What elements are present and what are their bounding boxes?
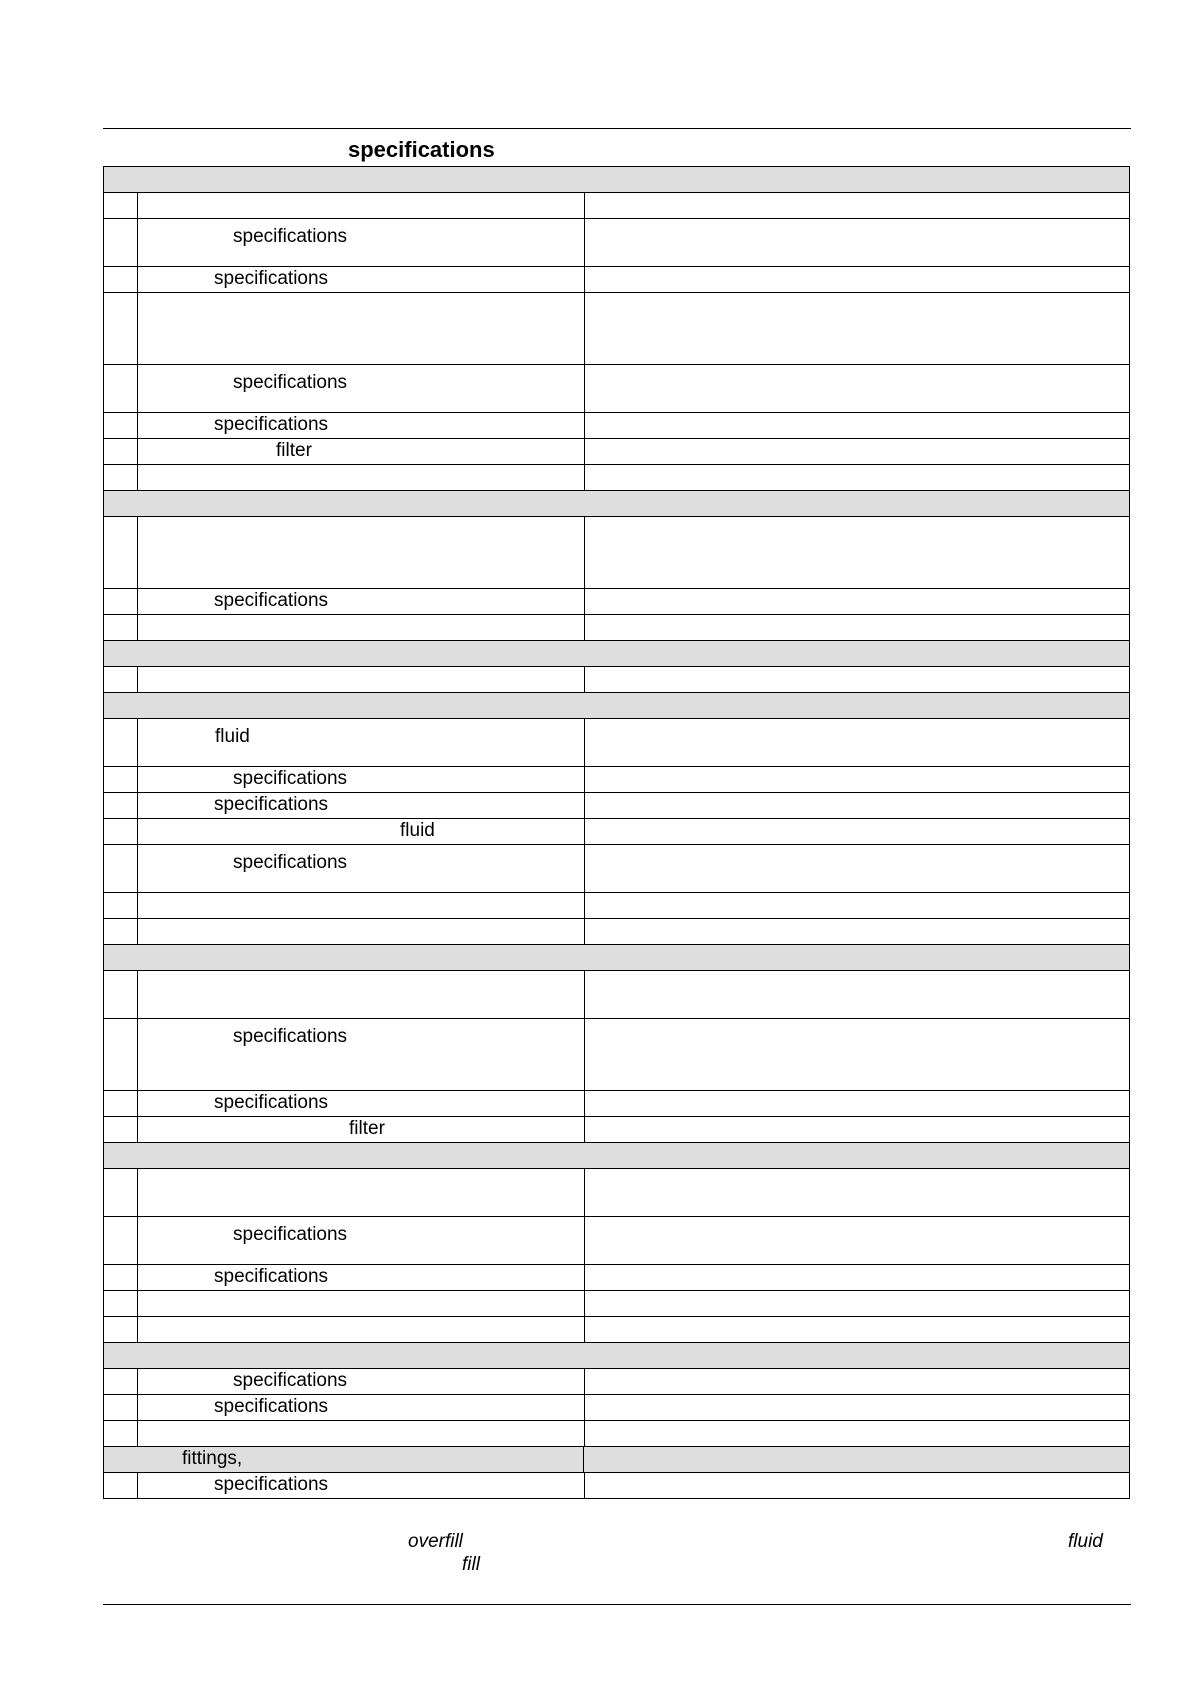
index-column-divider	[137, 1291, 138, 1316]
value-column-divider	[584, 1217, 585, 1264]
table-row	[103, 892, 1130, 919]
index-column-divider	[137, 1169, 138, 1216]
table-row	[103, 718, 1130, 767]
table-row	[103, 666, 1130, 693]
value-column-divider	[584, 1395, 585, 1420]
value-column-divider	[584, 1369, 585, 1394]
section-header-row	[103, 944, 1130, 971]
value-column-divider	[584, 1091, 585, 1116]
value-column-divider	[584, 365, 585, 412]
section-header-row	[103, 692, 1130, 719]
table-row	[103, 1090, 1130, 1117]
index-column-divider	[137, 1317, 138, 1342]
footnote-fluid: fluid	[1068, 1531, 1103, 1552]
table-row	[103, 1168, 1130, 1217]
index-column-divider	[137, 971, 138, 1018]
table-row	[103, 1420, 1130, 1447]
table-row	[103, 1290, 1130, 1317]
index-column-divider	[137, 517, 138, 588]
table-row	[103, 1018, 1130, 1091]
value-column-divider	[584, 615, 585, 640]
row-label: specifications	[214, 794, 329, 815]
index-column-divider	[137, 219, 138, 266]
value-column-divider	[584, 1117, 585, 1142]
index-column-divider	[137, 267, 138, 292]
index-column-divider	[137, 365, 138, 412]
row-label: specifications	[233, 768, 348, 789]
bottom-rule	[103, 1604, 1131, 1605]
index-column-divider	[137, 1369, 138, 1394]
row-label: specifications	[214, 414, 329, 435]
table-row	[103, 1264, 1130, 1291]
value-column-divider	[584, 465, 585, 490]
value-column-divider	[584, 193, 585, 218]
row-label: fittings,	[182, 1448, 243, 1469]
table-row	[103, 818, 1130, 845]
row-label: specifications	[233, 372, 348, 393]
row-label: specifications	[214, 1396, 329, 1417]
value-column-divider	[584, 439, 585, 464]
index-column-divider	[137, 439, 138, 464]
index-column-divider	[137, 1473, 138, 1498]
section-header-row	[103, 1142, 1130, 1169]
row-label: filter	[349, 1118, 385, 1139]
value-column-divider	[584, 1265, 585, 1290]
section-header-row	[103, 490, 1130, 517]
value-column-divider	[584, 819, 585, 844]
section-header-row	[103, 166, 1130, 193]
table-row	[103, 792, 1130, 819]
index-column-divider	[137, 845, 138, 892]
index-column-divider	[137, 893, 138, 918]
value-column-divider	[584, 589, 585, 614]
table-row	[103, 1472, 1130, 1499]
index-column-divider	[137, 1217, 138, 1264]
table-row	[103, 1116, 1130, 1143]
row-label: filter	[276, 440, 312, 461]
index-column-divider	[137, 719, 138, 766]
index-column-divider	[137, 819, 138, 844]
table-row	[103, 1316, 1130, 1343]
index-column-divider	[137, 1265, 138, 1290]
row-label: specifications	[214, 1092, 329, 1113]
page-title: specifications	[348, 137, 495, 162]
table-row	[103, 1368, 1130, 1395]
value-column-divider	[584, 267, 585, 292]
row-label: specifications	[214, 1474, 329, 1495]
index-column-divider	[137, 293, 138, 364]
table-row	[103, 364, 1130, 413]
table-row	[103, 614, 1130, 641]
table-row	[103, 266, 1130, 293]
value-column-divider	[584, 1473, 585, 1498]
table-row	[103, 1394, 1130, 1421]
row-label: specifications	[233, 852, 348, 873]
table-row	[103, 766, 1130, 793]
table-row	[103, 844, 1130, 893]
table-row	[103, 588, 1130, 615]
value-column-divider	[584, 719, 585, 766]
index-column-divider	[137, 589, 138, 614]
row-label: fluid	[400, 820, 435, 841]
row-label: specifications	[233, 1224, 348, 1245]
section-header-row	[103, 1342, 1130, 1369]
top-rule	[103, 128, 1131, 129]
value-column-divider	[584, 517, 585, 588]
value-column-divider	[584, 1019, 585, 1090]
table-row	[103, 192, 1130, 219]
value-column-divider	[584, 293, 585, 364]
table-row	[103, 292, 1130, 365]
value-column-divider	[584, 1317, 585, 1342]
index-column-divider	[137, 1117, 138, 1142]
value-column-divider	[584, 971, 585, 1018]
table-row	[103, 438, 1130, 465]
row-label: specifications	[233, 1370, 348, 1391]
value-column-divider	[584, 767, 585, 792]
value-column-divider	[584, 667, 585, 692]
section-header-row	[103, 1446, 1130, 1473]
row-label: specifications	[233, 226, 348, 247]
value-column-divider	[584, 219, 585, 266]
section-header-row	[103, 640, 1130, 667]
value-column-divider	[584, 1169, 585, 1216]
row-label: specifications	[214, 268, 329, 289]
row-label: fluid	[215, 726, 250, 747]
table-row	[103, 918, 1130, 945]
index-column-divider	[137, 193, 138, 218]
value-column-divider	[583, 1447, 584, 1472]
index-column-divider	[137, 413, 138, 438]
value-column-divider	[584, 793, 585, 818]
table-row	[103, 516, 1130, 589]
footnote-overfill: overfill	[408, 1531, 463, 1552]
table-row	[103, 218, 1130, 267]
value-column-divider	[584, 1421, 585, 1446]
table-row	[103, 412, 1130, 439]
value-column-divider	[584, 919, 585, 944]
row-label: specifications	[214, 1266, 329, 1287]
value-column-divider	[584, 845, 585, 892]
index-column-divider	[137, 1091, 138, 1116]
index-column-divider	[137, 1395, 138, 1420]
index-column-divider	[137, 919, 138, 944]
index-column-divider	[137, 615, 138, 640]
footnote-fill: fill	[462, 1554, 480, 1575]
index-column-divider	[137, 793, 138, 818]
row-label: specifications	[214, 590, 329, 611]
table-row	[103, 464, 1130, 491]
table-row	[103, 1216, 1130, 1265]
index-column-divider	[137, 1019, 138, 1090]
row-label: specifications	[233, 1026, 348, 1047]
table-row	[103, 970, 1130, 1019]
value-column-divider	[584, 1291, 585, 1316]
value-column-divider	[584, 413, 585, 438]
value-column-divider	[584, 893, 585, 918]
index-column-divider	[137, 767, 138, 792]
index-column-divider	[137, 465, 138, 490]
index-column-divider	[137, 1421, 138, 1446]
index-column-divider	[137, 667, 138, 692]
